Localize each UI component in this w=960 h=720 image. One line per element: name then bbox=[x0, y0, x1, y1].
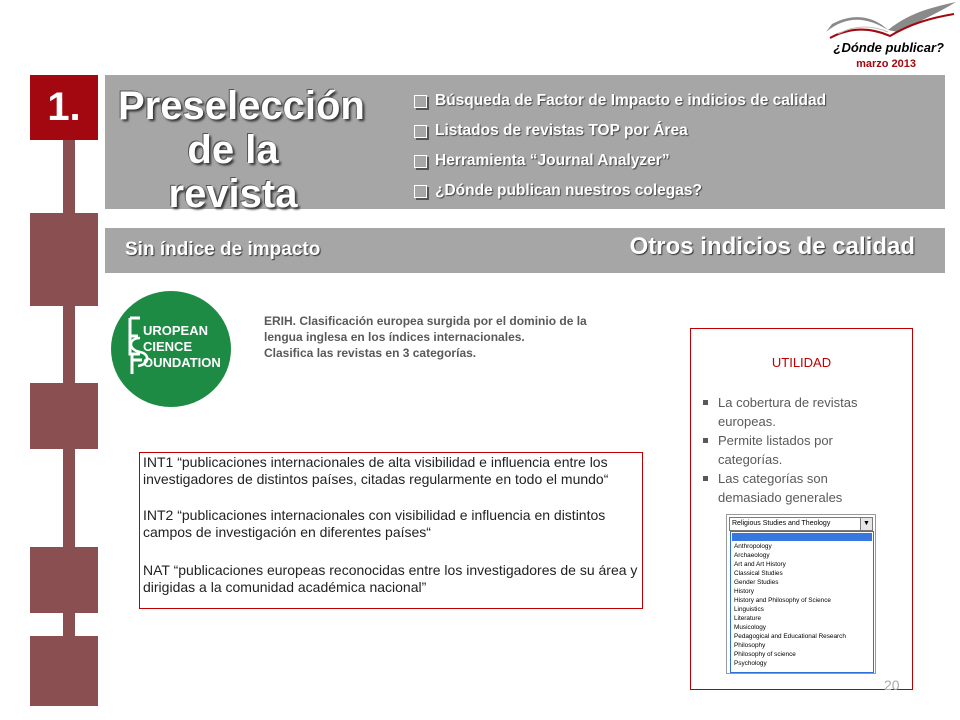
categories-box bbox=[139, 452, 643, 609]
dropdown-option[interactable]: Philosophy bbox=[734, 642, 766, 649]
dropdown-selected-label: Religious Studies and Theology bbox=[732, 520, 831, 527]
erih-line: Clasifica las revistas en 3 categorías. bbox=[264, 346, 477, 360]
dropdown-option[interactable]: Psychology bbox=[734, 660, 767, 667]
topic-label: Herramienta “Journal Analyzer” bbox=[435, 152, 670, 169]
checkbox-bullet-icon bbox=[414, 155, 427, 168]
utilidad-line: La cobertura de revistas bbox=[718, 395, 858, 410]
topic-item bbox=[414, 86, 826, 116]
category-nat bbox=[143, 562, 641, 596]
utilidad-line: Las categorías son bbox=[718, 471, 828, 486]
chevron-down-icon[interactable]: ▼ bbox=[860, 518, 872, 530]
dropdown-highlight bbox=[732, 533, 872, 541]
dropdown-option[interactable]: History bbox=[734, 588, 754, 595]
decorative-block bbox=[30, 213, 98, 240]
section-number: 1. bbox=[30, 75, 98, 140]
dropdown-option[interactable]: Art and Art History bbox=[734, 561, 786, 568]
erih-line: lengua inglesa en los índices internacionales. bbox=[264, 330, 525, 344]
dropdown-option[interactable]: Classical Studies bbox=[734, 570, 783, 577]
header-date: marzo 2013 bbox=[856, 58, 916, 70]
dropdown-option[interactable]: Pedagogical and Educational Research bbox=[734, 633, 846, 640]
category-int2 bbox=[143, 507, 641, 541]
dropdown-option[interactable]: Linguistics bbox=[734, 606, 764, 613]
erih-line: ERIH. Clasificación europea surgida por el dominio de la bbox=[264, 314, 587, 328]
dropdown-option[interactable]: Musicology bbox=[734, 624, 766, 631]
dropdown-option[interactable]: Anthropology bbox=[734, 543, 772, 550]
dropdown-option[interactable]: History and Philosophy of Science bbox=[734, 597, 831, 604]
checkbox-bullet-icon bbox=[414, 95, 427, 108]
esf-logo-line2: CIENCE bbox=[143, 339, 193, 354]
category-line: INT1 “publicaciones internacionales de alta visibilidad e influencia entre los bbox=[143, 454, 608, 470]
square-bullet-icon bbox=[703, 400, 708, 405]
decorative-block bbox=[30, 547, 98, 613]
topic-item bbox=[414, 176, 826, 206]
section-title bbox=[118, 84, 365, 216]
decorative-block bbox=[30, 383, 98, 449]
topic-label: ¿Dónde publican nuestros colegas? bbox=[435, 182, 702, 199]
utilidad-line: categorías. bbox=[718, 452, 783, 467]
section-title-line1: Preselección bbox=[118, 84, 365, 128]
topic-item bbox=[414, 146, 826, 176]
utilidad-line: demasiado generales bbox=[718, 490, 843, 505]
subheader-right: Otros indicios de calidad bbox=[629, 233, 915, 260]
header-title: ¿Dónde publicar? bbox=[833, 40, 944, 55]
topic-label: Listados de revistas TOP por Área bbox=[435, 122, 688, 139]
checkbox-bullet-icon bbox=[414, 125, 427, 138]
category-line: campos de investigación en diferentes países“ bbox=[143, 524, 431, 540]
dropdown-option[interactable]: Literature bbox=[734, 615, 761, 622]
category-line: INT2 “publicaciones internacionales con visibilidad e influencia en distintos bbox=[143, 507, 606, 523]
category-int1 bbox=[143, 454, 641, 488]
category-line: investigadores de distintos países, citadas regularmente en todo el mundo“ bbox=[143, 471, 609, 487]
utilidad-line: Permite listados por bbox=[718, 433, 833, 448]
esf-logo bbox=[110, 290, 232, 408]
square-bullet-icon bbox=[703, 438, 708, 443]
category-line: dirigidas a la comunidad académica nacional” bbox=[143, 579, 427, 595]
utilidad-item bbox=[701, 469, 901, 507]
utilidad-title: UTILIDAD bbox=[771, 355, 832, 370]
erih-description bbox=[264, 313, 664, 361]
dropdown-option[interactable]: Gender Studies bbox=[734, 579, 779, 586]
page-number: 20 bbox=[884, 677, 900, 693]
topic-list bbox=[414, 86, 826, 206]
utilidad-item bbox=[701, 431, 901, 469]
checkbox-bullet-icon bbox=[414, 185, 427, 198]
topic-label: Búsqueda de Factor de Impacto e indicios de calidad bbox=[435, 92, 827, 109]
utilidad-item bbox=[701, 393, 901, 431]
decorative-block bbox=[30, 636, 98, 706]
esf-logo-line1: UROPEAN bbox=[143, 323, 209, 338]
subheader-left: Sin índice de impacto bbox=[125, 239, 321, 260]
dropdown-options bbox=[730, 531, 874, 673]
utilidad-list bbox=[701, 393, 901, 507]
square-bullet-icon bbox=[703, 476, 708, 481]
topic-item bbox=[414, 116, 826, 146]
dropdown-selected[interactable] bbox=[729, 517, 873, 531]
esf-logo-line3: OUNDATION bbox=[143, 355, 221, 370]
decorative-block bbox=[30, 240, 98, 306]
open-book-logo-icon bbox=[818, 0, 960, 44]
utilidad-line: europeas. bbox=[718, 414, 776, 429]
section-title-line2: de la revista bbox=[168, 128, 298, 216]
dropdown-option[interactable]: Archaeology bbox=[734, 552, 770, 559]
category-dropdown[interactable] bbox=[726, 514, 876, 674]
dropdown-option[interactable]: Philosophy of science bbox=[734, 651, 796, 658]
category-line: NAT “publicaciones europeas reconocidas entre los investigadores de su área y bbox=[143, 562, 638, 578]
